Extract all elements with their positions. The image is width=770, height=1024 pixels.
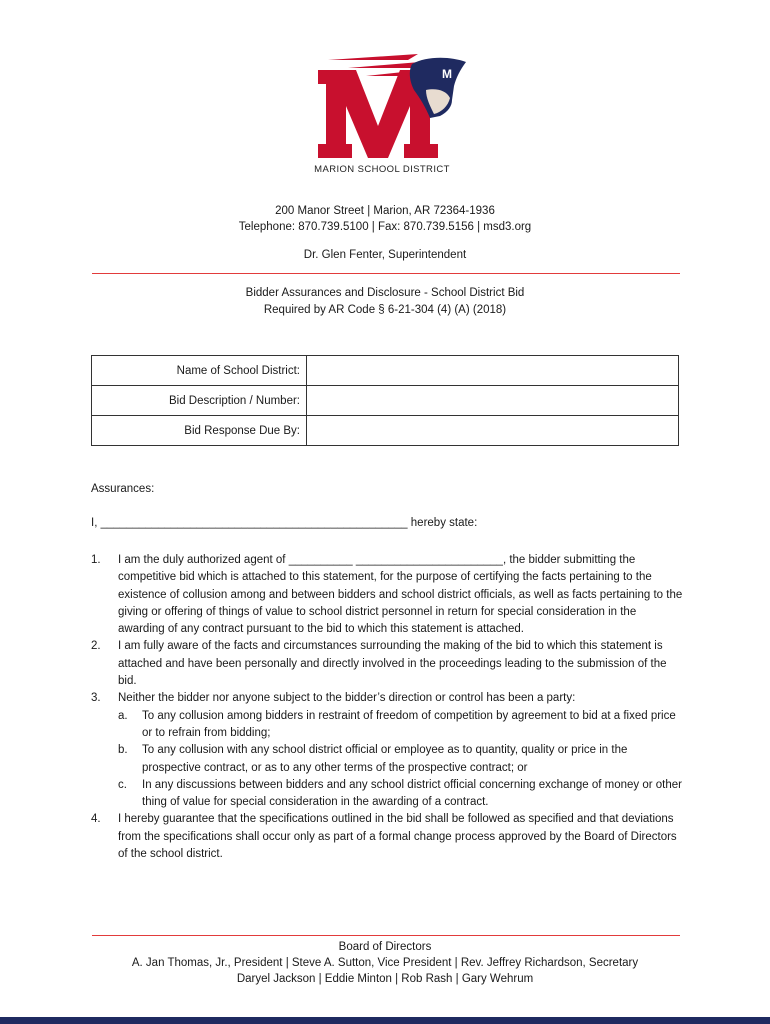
- item-text: I am fully aware of the facts and circumstances surrounding the making of the bid to which this statement is attached and have been personally and directly involved in the proceedings leading to the submission of the bid.: [118, 640, 667, 688]
- list-item: [91, 811, 683, 863]
- footer-divider: [92, 935, 680, 936]
- agent-statement: I, ________________________________________________ hereby state:: [91, 517, 478, 529]
- bid-description-label: Bid Description / Number:: [92, 386, 307, 416]
- district-name-label: Name of School District:: [92, 356, 307, 386]
- item-text: Neither the bidder nor anyone subject to the bidder’s direction or control has been a party:: [118, 692, 576, 705]
- logo-caption: MARION SCHOOL DISTRICT: [314, 164, 450, 175]
- sub-list-item: [118, 777, 683, 812]
- marion-patriot-logo: [308, 48, 468, 180]
- item-text: I am the duly authorized agent of __________ _______________________, the bidder submitting the competitive bid which is attached to this statement, for the purpose of certifying the facts pertaining to the existence of collusion among and between bidders and school district officials, as well as facts pertaining to the giving or offering of things of value to school district personnel in return for special consideration in the awarding of any contract pursuant to the bid to which this statement is attached.: [118, 554, 683, 636]
- document-subtitle: Required by AR Code § 6-21-304 (4) (A) (2018): [263, 304, 507, 316]
- superintendent-line: Dr. Glen Fenter, Superintendent: [303, 249, 467, 261]
- sub-list-item: [118, 708, 683, 743]
- board-heading: Board of Directors: [338, 941, 432, 953]
- item-number: 4.: [91, 813, 101, 826]
- bid-description-field[interactable]: [307, 386, 679, 416]
- address-line: 200 Manor Street | Marion, AR 72364-1936: [275, 205, 495, 217]
- sub-item-letter: c.: [118, 778, 127, 791]
- item-text: I hereby guarantee that the specifications outlined in the bid shall be followed as specified and that deviations from the specifications shall occur only as part of a formal change process approved by the Board of Directors of the school district.: [118, 813, 677, 861]
- sub-item-letter: a.: [118, 709, 128, 722]
- assurance-list: [91, 552, 683, 863]
- sub-list-item: [118, 742, 683, 777]
- header-divider: [92, 273, 680, 274]
- assurances-heading: Assurances:: [91, 483, 155, 495]
- bid-info-table: [91, 355, 679, 446]
- sub-item-letter: b.: [118, 744, 128, 757]
- list-item: [91, 552, 683, 638]
- svg-text:M: M: [442, 67, 452, 81]
- sub-list: [118, 708, 683, 812]
- sub-item-text: To any collusion among bidders in restraint of freedom of competition by agreement to bid at a fixed price or to refrain from bidding;: [142, 709, 676, 739]
- bottom-accent-bar: [0, 1017, 770, 1024]
- document-title: Bidder Assurances and Disclosure - School District Bid: [245, 287, 525, 299]
- table-row: [92, 416, 679, 446]
- item-number: 3.: [91, 692, 101, 705]
- district-name-field[interactable]: [307, 356, 679, 386]
- contact-line: Telephone: 870.739.5100 | Fax: 870.739.5156 | msd3.org: [238, 221, 532, 233]
- bid-due-field[interactable]: [307, 416, 679, 446]
- item-number: 1.: [91, 554, 101, 566]
- list-item: [91, 690, 683, 811]
- table-row: [92, 356, 679, 386]
- item-number: 2.: [91, 640, 101, 653]
- board-officers: A. Jan Thomas, Jr., President | Steve A. Sutton, Vice President | Rev. Jeffrey Richardson, Secretary: [131, 957, 639, 969]
- table-row: [92, 386, 679, 416]
- board-members: Daryel Jackson | Eddie Minton | Rob Rash | Gary Wehrum: [236, 973, 534, 985]
- bid-due-label: Bid Response Due By:: [92, 416, 307, 446]
- sub-item-text: In any discussions between bidders and any school district official concerning exchange of money or other thing of value for special consideration in the awarding of a contract.: [142, 778, 682, 809]
- sub-item-text: To any collusion with any school district official or employee as to quantity, quality or price in the prospective contract, or as to any other terms of the prospective contract; or: [142, 744, 628, 774]
- list-item: [91, 638, 683, 690]
